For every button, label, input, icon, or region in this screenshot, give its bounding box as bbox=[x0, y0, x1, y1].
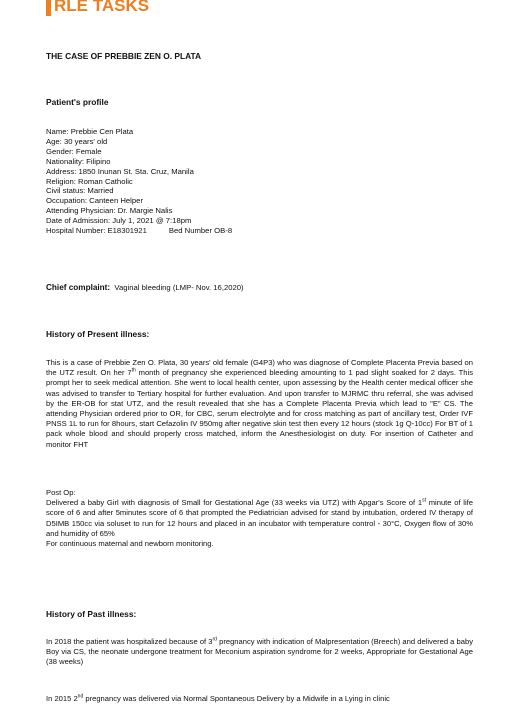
profile-hospital-numbers bbox=[46, 226, 232, 236]
profile-religion: Religion: Roman Catholic bbox=[46, 176, 133, 186]
patient-profile-heading: Patient's profile bbox=[46, 97, 109, 107]
profile-address: Address: 1850 Inunan St. Sta. Cruz, Manila bbox=[46, 166, 194, 176]
bed-number: Bed Number OB-8 bbox=[168, 226, 233, 236]
profile-admission-date: Date of Admission: July 1, 2021 @ 7:18pm bbox=[46, 216, 192, 226]
profile-occupation: Occupation: Canteen Helper bbox=[46, 196, 144, 206]
post-op-monitoring: For continuous maternal and newborn monitoring. bbox=[46, 539, 214, 549]
profile-name: Name: Prebbie Cen Plata bbox=[46, 127, 134, 136]
post-op-paragraph: Delivered a baby Girl with diagnosis of Small for Gestational Age (33 weeks via UTZ) with Apgar's Score of 1st minute of life score of 6 and after 5minutes score of 6 that prompted the Pediatrician advised for stand by intubation, ordered IV therapy of D5IMB 150cc via soluset to run for 12 hours and placed in an incubator with temperature control - 30°C, Oxygen flow of 30% and humidity of 65% bbox=[46, 497, 473, 538]
hpi-paragraph: This is a case of Prebbie Zen O. Plata, 30 years' old female (G4P3) who was diagnose of Complete Placenta Previa based on the UTZ result. On her 7th month of pregnancy she experienced bleeding amounting to 1 pad slight soaked for 2 days. This prompt her to seek medical attention. She went to local health center, upon assessing by the Health center medical officer she was advised to transfer to Tertiary hospital for further evaluation. And upon transfer to MJRMC thru referral, she was advised by the ER-OB for stat UTZ, and the result revealed that she has a Complete Placenta Previa which lead to "E" CS. The attending Physician ordered prior to OR, for CBC, serum electrolyte and for cross matching as part of ancillary test, Order IVF PNSS 1L to run for 8hours, start Cefazolin IV 950mg after negative skin test then every 12 hours (stock 1g Q-10cc) For BT of 1 pack whole blood and should properly cross matched, inform the Anesthesiologist on duty. For insertion of Catheter and monitor FHT bbox=[46, 358, 473, 449]
profile-age: Age: 30 years' old bbox=[46, 136, 108, 146]
document-title: THE CASE OF PREBBIE ZEN O. PLATA bbox=[46, 51, 202, 61]
profile-civil-status: Civil status: Married bbox=[46, 186, 114, 196]
post-op-label: Post Op: bbox=[46, 488, 76, 497]
patient-profile bbox=[46, 127, 232, 236]
chief-complaint-value: Vaginal bleeding (LMP- Nov. 16,2020) bbox=[114, 283, 244, 292]
chief-complaint-label: Chief complaint: bbox=[46, 283, 111, 292]
hospital-number: Hospital Number: E18301921 bbox=[46, 226, 147, 236]
past-illness-heading: History of Past illness: bbox=[46, 609, 137, 619]
post-op-section bbox=[46, 488, 473, 549]
profile-attending-physician: Attending Physician: Dr. Margie Nalis bbox=[46, 206, 173, 216]
rle-tasks-logo: RLE TASKS bbox=[46, 0, 149, 16]
chief-complaint bbox=[46, 283, 244, 292]
profile-nationality: Nationality: Filipino bbox=[46, 156, 111, 166]
profile-gender: Gender: Female bbox=[46, 146, 102, 156]
past-illness-paragraph-2018: In 2018 the patient was hospitalized because of 3rd pregnancy with indication of Malpresentation (Breech) and delivered a baby Boy via CS, the neonate undergone treatment for Meconium aspiration syndrome for 2 weeks, Appropriate for Gestational Age (38 weeks) bbox=[46, 636, 473, 667]
past-illness-paragraph-2015: In 2015 2nd pregnancy was delivered via Normal Spontaneous Delivery by a Midwife in a Lying in clinic bbox=[46, 693, 390, 703]
hpi-heading: History of Present illness: bbox=[46, 329, 150, 339]
